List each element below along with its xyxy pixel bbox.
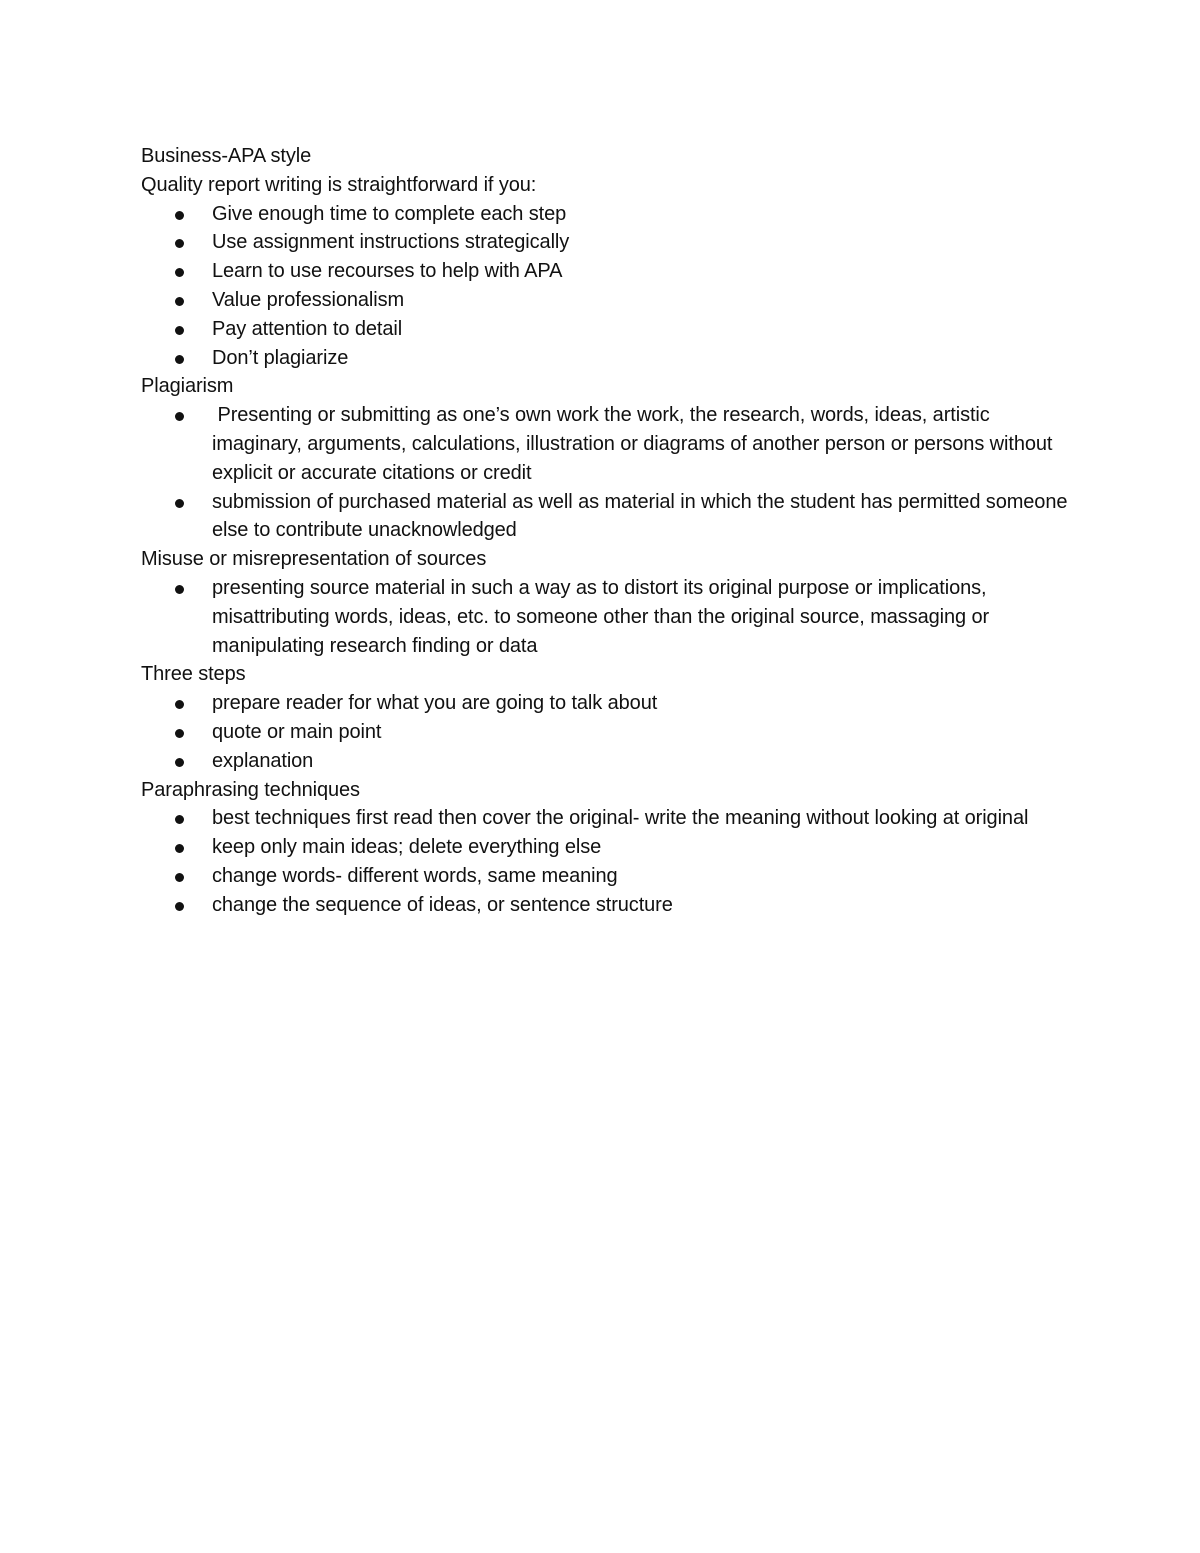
list-item-text: explanation [212,749,314,772]
list-item-text: Value professionalism [212,288,405,311]
list-item [141,488,1070,546]
list-item [141,574,1070,660]
bullet-icon [175,873,184,882]
bullet-icon [175,297,184,306]
list-item [141,891,1070,920]
list-item-text: keep only main ideas; delete everything else [212,836,602,859]
intro-list [141,200,1070,373]
list-item-text: change the sequence of ideas, or sentence structure [212,893,673,916]
list-item [141,401,1070,487]
list-item [141,833,1070,862]
list-item-text: Use assignment instructions strategically [212,231,570,254]
list-item-text: Don’t plagiarize [212,346,349,369]
plagiarism-list [141,401,1070,545]
bullet-icon [175,268,184,277]
list-item [141,344,1070,373]
list-item [141,804,1070,833]
bullet-icon [175,844,184,853]
list-item [141,862,1070,891]
bullet-icon [175,355,184,364]
list-item [141,200,1070,229]
list-item [141,747,1070,776]
list-item-text: prepare reader for what you are going to talk about [212,692,658,715]
list-item [141,257,1070,286]
list-item [141,315,1070,344]
section-heading-misuse: Misuse or misrepresentation of sources [141,548,487,571]
three-steps-list [141,689,1070,775]
bullet-icon [175,758,184,767]
list-item-text: best techniques first read then cover the original- write the meaning without looking at original [212,807,1029,830]
bullet-icon [175,729,184,738]
bullet-icon [175,815,184,824]
list-item [141,228,1070,257]
list-item [141,689,1070,718]
bullet-icon [175,326,184,335]
intro-line: Quality report writing is straightforward if you: [141,173,537,196]
section-heading-plagiarism: Plagiarism [141,375,234,398]
list-item [141,718,1070,747]
section-heading-three-steps: Three steps [141,663,246,686]
list-item-text: presenting source material in such a way as to distort its original purpose or implications, misattributing words, ideas, etc. to someone other than the original source, massaging or manipulating research finding or data [212,576,990,657]
list-item-text: Pay attention to detail [212,317,403,340]
bullet-icon [175,585,184,594]
list-item-text: Presenting or submitting as one’s own work the work, the research, words, ideas, artistic imaginary, arguments, calculations, illustration or diagrams of another person or persons without explicit or accurate citations or credit [212,404,1058,484]
list-item-text: change words- different words, same meaning [212,864,618,887]
list-item-text: Learn to use recourses to help with APA [212,260,563,283]
bullet-icon [175,412,184,421]
bullet-icon [175,902,184,911]
list-item-text: Give enough time to complete each step [212,202,567,225]
misuse-list [141,574,1070,660]
bullet-icon [175,211,184,220]
document-title: Business-APA style [141,145,312,167]
bullet-icon [175,499,184,508]
bullet-icon [175,239,184,248]
list-item-text: quote or main point [212,720,382,743]
section-heading-paraphrasing: Paraphrasing techniques [141,778,360,801]
list-item-text: submission of purchased material as well as material in which the student has permitted someone else to contribute unacknowledged [212,490,1068,542]
bullet-icon [175,700,184,709]
list-item [141,286,1070,315]
paraphrasing-list [141,804,1070,919]
